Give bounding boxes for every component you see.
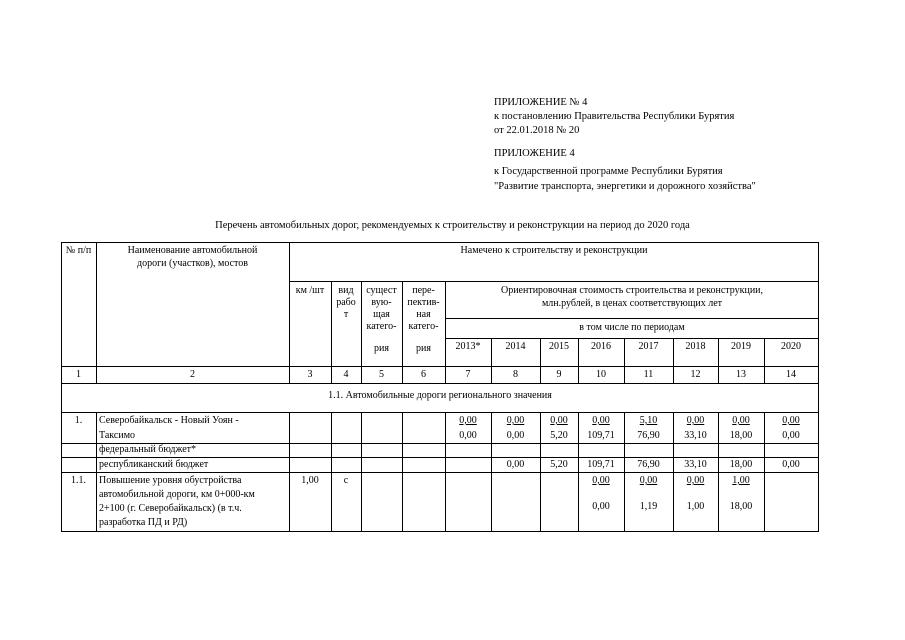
year-2018: 2018 xyxy=(685,341,706,352)
row2-name-line2: автомобильной дороги, км 0+000-км xyxy=(99,489,255,500)
col-number: 9 xyxy=(556,369,562,380)
row2-value-b: 18,00 xyxy=(729,501,753,512)
row-republican-value: 18,00 xyxy=(729,459,753,470)
col-number: 14 xyxy=(786,369,796,380)
col-number: 13 xyxy=(736,369,746,380)
col-header-exist-4: катего- xyxy=(366,321,397,332)
col-header-planned: Намечено к строительству и реконструкции xyxy=(460,245,648,256)
col-header-km: км /шт xyxy=(295,285,325,296)
col-header-exist-2: вую- xyxy=(371,297,392,308)
row-republican-value: 5,20 xyxy=(550,459,568,470)
col-header-persp-3: ная xyxy=(416,309,431,320)
row2-value-a: 0,00 xyxy=(686,475,705,486)
col-header-vid-1: вид xyxy=(338,285,354,296)
row2-name-line4: разработка ПД и РД) xyxy=(99,517,188,528)
row1-num: 1. xyxy=(74,415,83,426)
document-title: Перечень автомобильных дорог, рекомендуемых к строительству и реконструкции на период до 2020 года xyxy=(215,220,690,231)
row2-value-b: 1,19 xyxy=(639,501,658,512)
row-republican-budget-label: республиканский бюджет xyxy=(99,459,209,470)
row-republican-value: 33,10 xyxy=(684,459,707,470)
year-2019: 2019 xyxy=(731,341,751,352)
row1-value-a: 0,00 xyxy=(459,415,477,426)
header-line-6: "Развитие транспорта, энергетики и дорожного хозяйства" xyxy=(494,181,756,192)
year-2015: 2015 xyxy=(549,341,569,352)
header-line-1: ПРИЛОЖЕНИЕ № 4 xyxy=(494,97,588,108)
col-header-name-line2: дороги (участков), мостов xyxy=(136,258,249,269)
col-number: 2 xyxy=(190,369,195,380)
section-heading: 1.1. Автомобильные дороги регионального значения xyxy=(328,390,552,401)
col-number: 7 xyxy=(465,369,471,380)
row2-value-a: 1,00 xyxy=(732,475,750,486)
row2-name-line1: Повышение уровня обустройства xyxy=(99,475,242,486)
row1-name-line2: Таксимо xyxy=(99,430,136,441)
header-line-2: к постановлению Правительства Республики Бурятия xyxy=(494,111,735,122)
row1-value-b: 0,00 xyxy=(459,430,477,441)
col-header-vid-3: т xyxy=(343,309,349,320)
row1-name-line1: Северобайкальск - Новый Уоян - xyxy=(99,415,239,426)
col-header-persp-2: пектив- xyxy=(407,297,440,308)
row-republican-value: 0,00 xyxy=(506,459,525,470)
col-number: 5 xyxy=(379,369,384,380)
row2-value-b: 0,00 xyxy=(592,501,610,512)
row1-value-b: 109,71 xyxy=(587,430,615,441)
col-number: 3 xyxy=(307,369,313,380)
col-number: 6 xyxy=(421,369,426,380)
row2-name-line3: 2+100 (г. Северобайкальск) (в т.ч. xyxy=(99,503,242,514)
col-header-num: № п/п xyxy=(65,245,92,256)
header-line-5: к Государственной программе Республики Бурятия xyxy=(494,166,723,177)
row2-km: 1,00 xyxy=(301,475,319,486)
header-line-3: от 22.01.2018 № 20 xyxy=(494,125,580,136)
row1-value-a: 0,00 xyxy=(592,415,610,426)
row1-value-a: 0,00 xyxy=(550,415,568,426)
row1-value-b: 76,90 xyxy=(637,430,660,441)
year-2020: 2020 xyxy=(781,341,801,352)
row1-value-b: 0,00 xyxy=(782,430,800,441)
col-header-vid-2: рабо xyxy=(336,297,356,308)
row-republican-value: 0,00 xyxy=(782,459,800,470)
year-2013: 2013* xyxy=(455,341,481,352)
row2-value-b: 1,00 xyxy=(686,501,705,512)
col-number: 1 xyxy=(76,369,81,380)
row-republican-value: 109,71 xyxy=(587,459,615,470)
row2-value-a: 0,00 xyxy=(639,475,658,486)
col-header-cost-2: млн.рублей, в ценах соответствующих лет xyxy=(541,298,723,309)
col-header-exist-1: сущест xyxy=(366,285,397,296)
row1-value-a: 0,00 xyxy=(506,415,525,426)
row1-value-b: 0,00 xyxy=(506,430,525,441)
col-header-persp-5: рия xyxy=(416,343,431,354)
header-line-4: ПРИЛОЖЕНИЕ 4 xyxy=(494,148,575,159)
year-2014: 2014 xyxy=(505,341,526,352)
row1-value-a: 0,00 xyxy=(686,415,705,426)
row2-value-a: 0,00 xyxy=(592,475,610,486)
row-federal-budget-label: федеральный бюджет* xyxy=(99,444,197,455)
row2-vid: с xyxy=(343,475,349,486)
col-header-cost-1: Ориентировочная стоимость строительства и реконструкции, xyxy=(500,285,764,296)
row1-value-b: 5,20 xyxy=(550,430,568,441)
row1-value-b: 18,00 xyxy=(729,430,753,441)
row1-value-a: 5,10 xyxy=(639,415,658,426)
col-number: 8 xyxy=(513,369,518,380)
row1-value-a: 0,00 xyxy=(782,415,800,426)
col-number: 10 xyxy=(596,369,606,380)
year-2017: 2017 xyxy=(638,341,659,352)
year-2016: 2016 xyxy=(591,341,611,352)
row1-value-b: 33,10 xyxy=(684,430,707,441)
col-header-exist-3: щая xyxy=(373,309,390,320)
row1-value-a: 0,00 xyxy=(732,415,750,426)
row-republican-value: 76,90 xyxy=(637,459,660,470)
row2-num: 1.1. xyxy=(71,475,86,486)
col-header-exist-5: рия xyxy=(374,343,389,354)
col-header-persp-4: катего- xyxy=(408,321,439,332)
col-number: 11 xyxy=(643,369,654,380)
col-header-periods: в том числе по периодам xyxy=(579,322,685,333)
col-header-name-line1: Наименование автомобильной xyxy=(127,245,258,256)
col-header-persp-1: пере- xyxy=(412,285,435,296)
col-number: 4 xyxy=(343,369,349,380)
col-number: 12 xyxy=(690,369,701,380)
